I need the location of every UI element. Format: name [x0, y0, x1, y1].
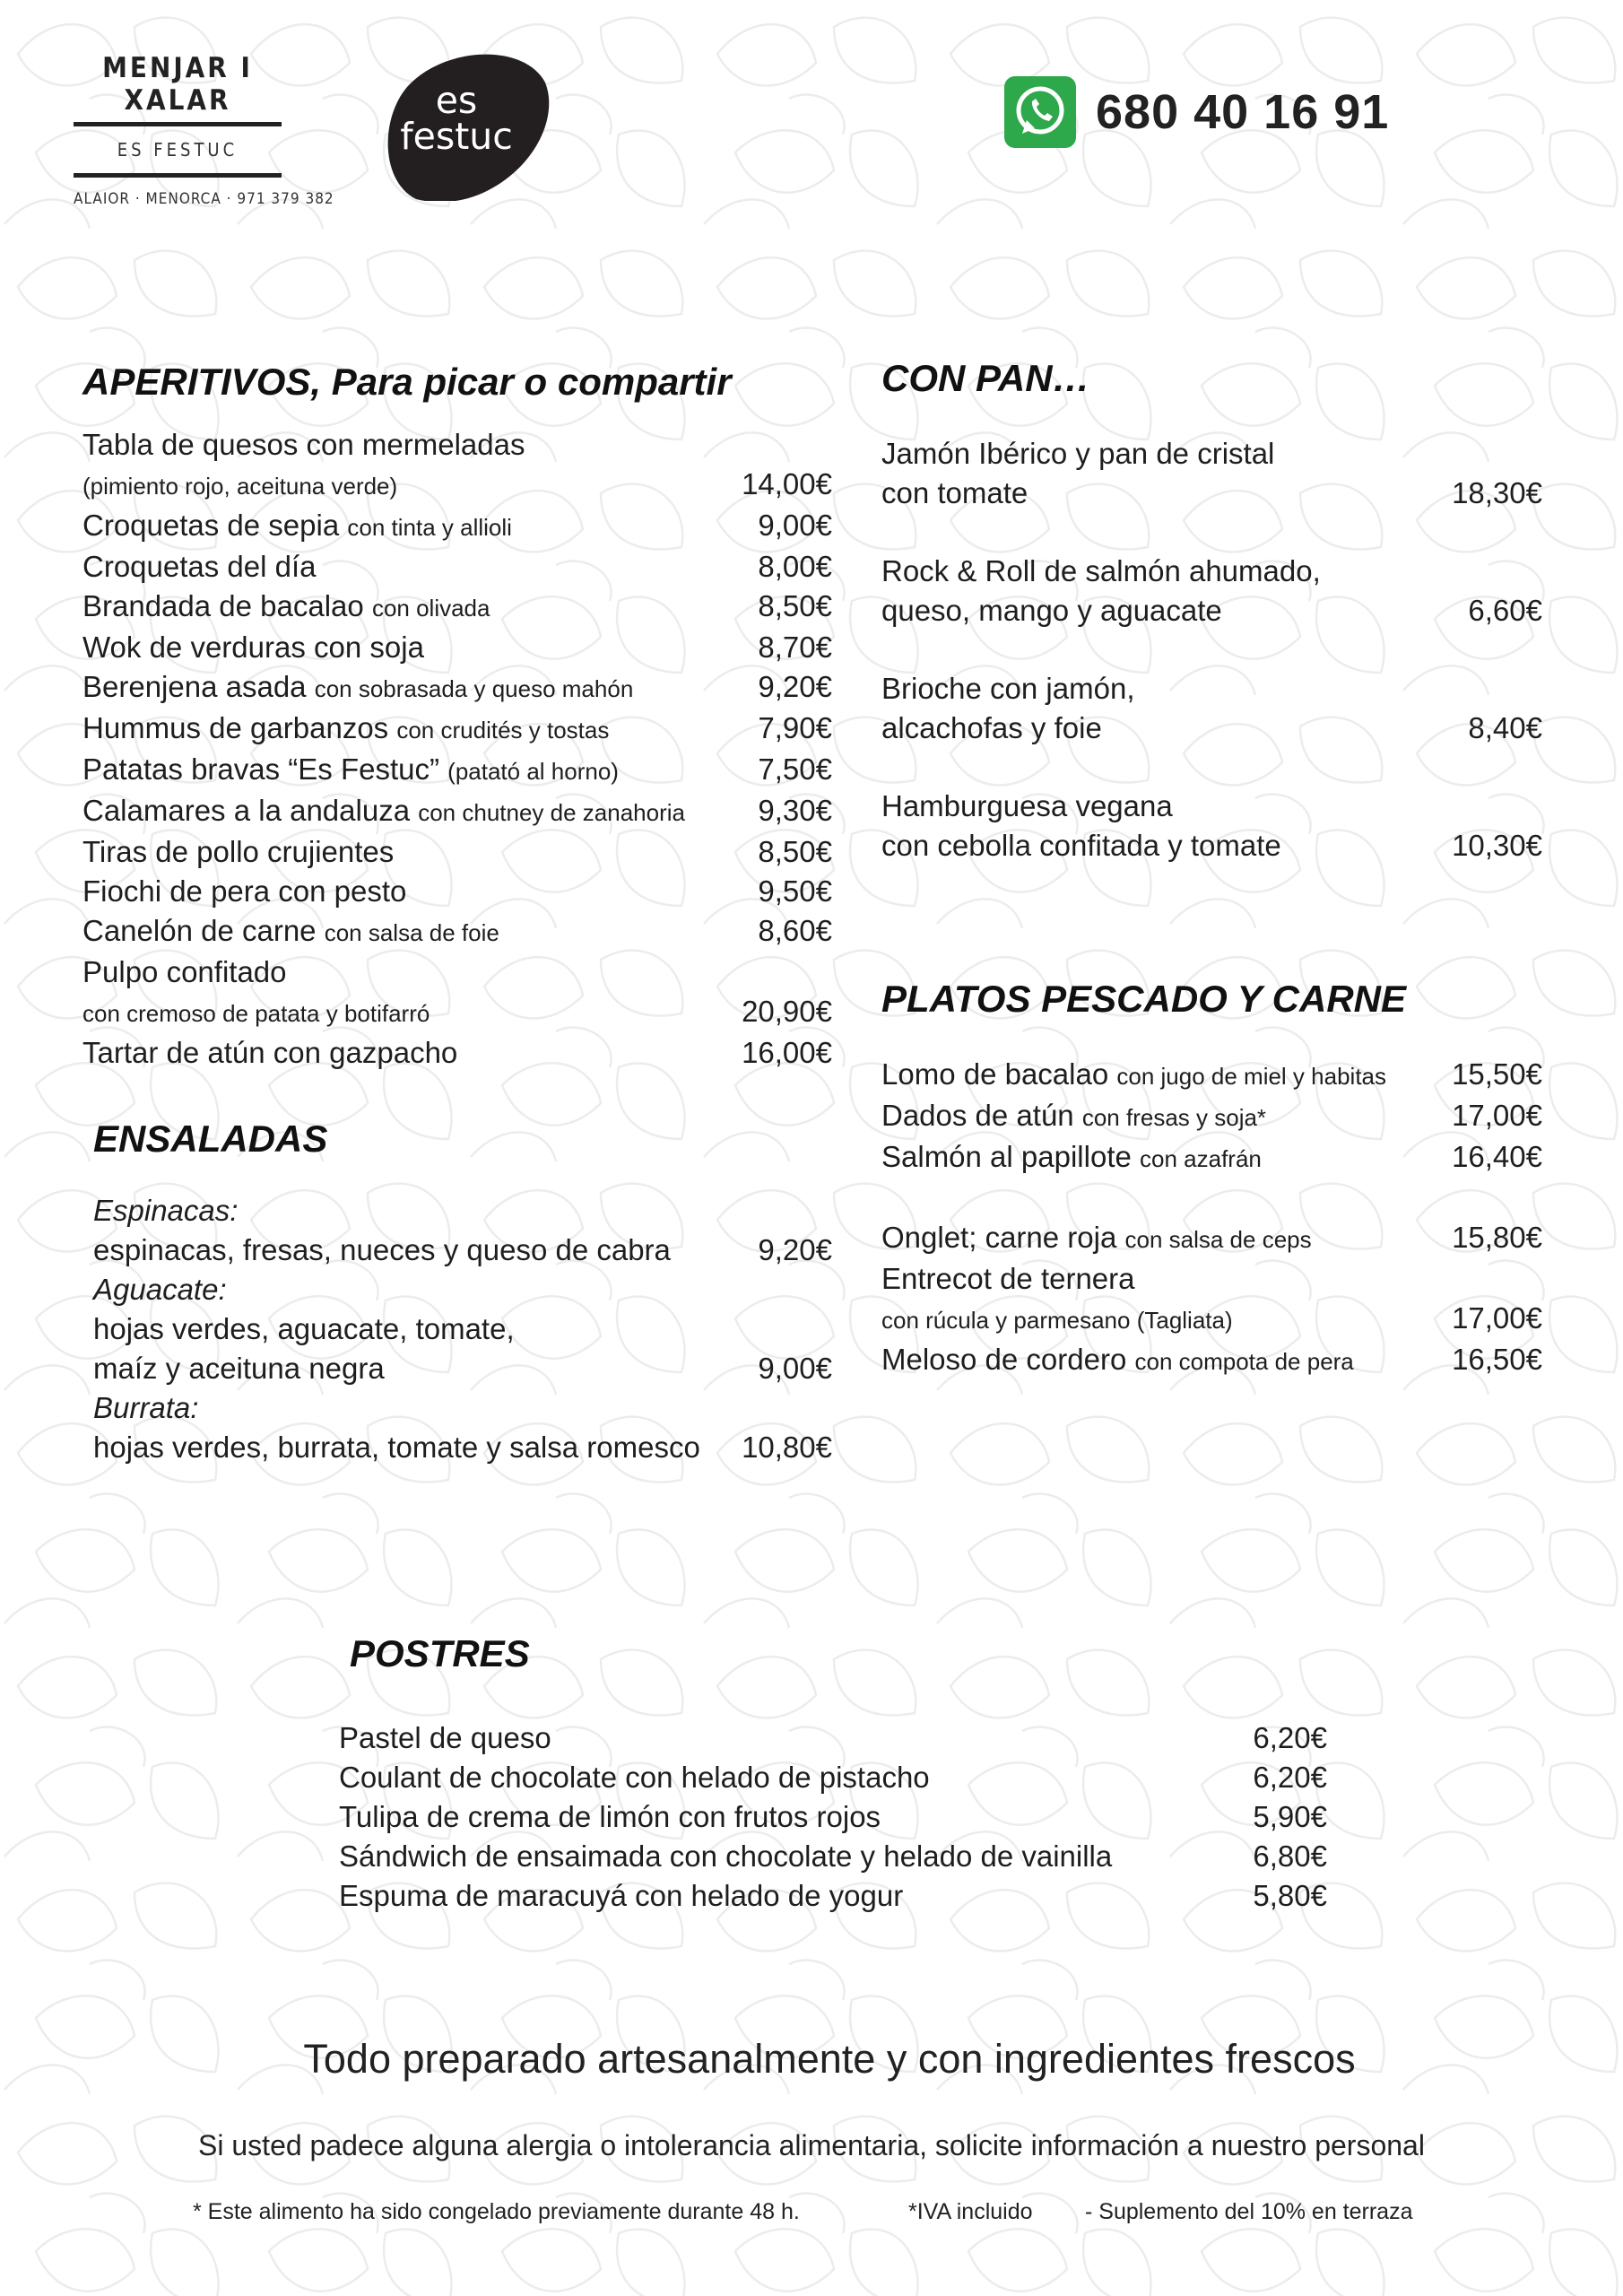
section-title: APERITIVOS, Para picar o compartir [82, 361, 732, 403]
item-description: hojas verdes, aguacate, tomate, [93, 1312, 515, 1345]
item-name: Meloso de cordero [881, 1343, 1127, 1376]
item-name: Salmón al papillote [881, 1140, 1132, 1173]
section-title: CON PAN… [881, 357, 1090, 399]
item-name: Pulpo confitado [82, 955, 287, 988]
footer-tagline: Todo preparado artesanalmente y con ingredientes frescos [303, 2036, 1356, 2082]
item-price: 7,90€ [758, 711, 832, 744]
item-description: con crudités y tostas [396, 717, 610, 744]
item-price: 18,30€ [1452, 476, 1542, 509]
menu-list [881, 434, 1542, 865]
menu-item [881, 474, 1542, 513]
item-name: Tartar de atún con gazpacho [82, 1036, 458, 1069]
item-price: 5,90€ [1253, 1800, 1327, 1833]
item-description: con rúcula y parmesano (Tagliata) [881, 1307, 1233, 1334]
menu-item [82, 547, 832, 587]
section-con-pan [881, 357, 1542, 904]
divider [74, 173, 282, 178]
menu-item [339, 1758, 1327, 1797]
item-description: con jugo de miel y habitas [1116, 1063, 1386, 1090]
item-description: con olivada [371, 595, 490, 622]
item-price: 9,00€ [758, 1352, 832, 1385]
menu-item-block [881, 434, 1542, 513]
item-price: 8,60€ [758, 914, 832, 947]
salad-category: Espinacas: [93, 1194, 239, 1227]
item-price: 5,80€ [1253, 1879, 1327, 1912]
item-price: 6,20€ [1253, 1721, 1327, 1754]
item-description: con azafrán [1140, 1145, 1262, 1172]
menu-item [881, 669, 1542, 709]
item-name: queso, mango y aguacate [881, 594, 1222, 627]
item-price: 10,80€ [742, 1431, 832, 1464]
section-title: PLATOS PESCADO Y CARNE [881, 978, 1407, 1020]
menu-item [82, 832, 832, 872]
menu-list [82, 425, 832, 1073]
logo-word-festuc: festuc [400, 115, 513, 158]
item-name: Espuma de maracuyá con helado de yogur [339, 1879, 904, 1912]
menu-item [82, 506, 832, 547]
item-name: Brioche con jamón, [881, 672, 1135, 705]
menu-item [881, 709, 1542, 748]
menu-item [93, 1309, 832, 1349]
brand-title: MENJAR I XALAR [102, 52, 253, 117]
item-price: 8,50€ [758, 835, 832, 868]
item-price: 20,90€ [742, 995, 832, 1028]
frozen-note: * Este alimento ha sido congelado previamente durante 48 h. [193, 2199, 800, 2224]
item-description: con sobrasada y queso mahón [314, 675, 634, 702]
item-name: alcachofas y foie [881, 711, 1102, 744]
menu-item [881, 1259, 1542, 1299]
item-name: Calamares a la andaluza [82, 794, 411, 827]
logo-word-es: es [435, 79, 478, 122]
item-name: Jamón Ibérico y pan de cristal [881, 437, 1275, 470]
item-price: 8,50€ [758, 589, 832, 622]
item-name: Pastel de queso [339, 1721, 551, 1754]
phone-contact [1004, 75, 1389, 149]
item-description: con cremoso de patata y botifarró [82, 1000, 430, 1027]
item-description: (pimiento rojo, aceituna verde) [82, 473, 398, 500]
menu-item [881, 1340, 1542, 1381]
item-price: 16,00€ [742, 1036, 832, 1069]
brand-subtitle: ES FESTUC [117, 139, 239, 161]
item-price: 15,80€ [1452, 1221, 1542, 1254]
item-name: Rock & Roll de salmón ahumado, [881, 554, 1321, 587]
item-price: 9,20€ [758, 670, 832, 703]
menu-item [881, 552, 1542, 591]
item-price: 6,20€ [1253, 1761, 1327, 1794]
menu-item [881, 826, 1542, 865]
item-price: 9,50€ [758, 874, 832, 908]
item-name: Tiras de pollo crujientes [82, 835, 395, 868]
item-price: 8,00€ [758, 550, 832, 583]
item-description: con compota de pera [1134, 1348, 1354, 1375]
section-title: POSTRES [350, 1632, 530, 1674]
menu-item-block [881, 787, 1542, 865]
brand-block [74, 52, 334, 208]
menu-item [82, 709, 832, 750]
item-price: 16,50€ [1452, 1343, 1542, 1376]
menu-item [881, 434, 1542, 474]
item-name: Onglet; carne roja [881, 1221, 1117, 1254]
menu-item [82, 791, 832, 832]
allergy-notice: Si usted padece alguna alergia o intolerancia alimentaria, solicite información a nuestro personal [198, 2129, 1425, 2161]
item-description: maíz y aceituna negra [93, 1352, 385, 1385]
item-name: Sándwich de ensaimada con chocolate y helado de vainilla [339, 1839, 1113, 1873]
item-name: Wok de verduras con soja [82, 631, 424, 664]
item-price: 9,00€ [758, 509, 832, 542]
item-name: Fiochi de pera con pesto [82, 874, 407, 908]
menu-item [82, 872, 832, 911]
menu-item-note [881, 1299, 1542, 1340]
spacer [881, 1178, 1542, 1218]
menu-item [881, 1137, 1542, 1178]
section-postres [339, 1632, 1327, 1916]
menu-item [93, 1231, 832, 1270]
menu-item [339, 1837, 1327, 1876]
item-description: (patató al horno) [447, 758, 619, 785]
iva-note: *IVA incluido [908, 2199, 1033, 2224]
menu-item [82, 628, 832, 667]
menu-list [339, 1718, 1327, 1916]
menu-item [881, 1218, 1542, 1259]
item-name: Berenjena asada [82, 670, 307, 703]
item-price: 7,50€ [758, 752, 832, 786]
item-name: Brandada de bacalao [82, 589, 364, 622]
item-price: 10,30€ [1452, 829, 1542, 862]
menu-item-note [82, 992, 832, 1033]
item-price: 6,60€ [1468, 594, 1542, 627]
whatsapp-icon [1004, 76, 1076, 148]
menu-item [82, 587, 832, 628]
divider [74, 122, 282, 126]
item-name: Canelón de carne [82, 914, 317, 947]
menu-item [82, 750, 832, 791]
item-price: 16,40€ [1452, 1140, 1542, 1173]
section-title: ENSALADAS [93, 1118, 328, 1160]
item-name: Tulipa de crema de limón con frutos rojos [339, 1800, 881, 1833]
item-price: 9,20€ [758, 1233, 832, 1266]
menu-item [82, 425, 832, 465]
item-price: 8,70€ [758, 631, 832, 664]
item-price: 17,00€ [1452, 1301, 1542, 1335]
item-name: Croquetas de sepia [82, 509, 340, 542]
menu-item [82, 1033, 832, 1073]
section-ensaladas [93, 1118, 832, 1467]
menu-item [881, 591, 1542, 631]
terraza-note: - Suplemento del 10% en terraza [1085, 2199, 1413, 2224]
item-name: Entrecot de ternera [881, 1262, 1135, 1295]
item-name: Hamburguesa vegana [881, 789, 1173, 822]
item-price: 8,40€ [1468, 711, 1542, 744]
es-festuc-logo [380, 47, 551, 201]
phone-number[interactable]: 680 40 16 91 [1096, 85, 1390, 139]
brand-address: ALAIOR · MENORCA · 971 379 382 [74, 190, 334, 208]
item-name: Coulant de chocolate con helado de pistacho [339, 1761, 930, 1794]
item-price: 17,00€ [1452, 1099, 1542, 1132]
item-description: con salsa de ceps [1124, 1226, 1312, 1253]
item-name: con tomate [881, 476, 1028, 509]
logo-text [380, 79, 533, 158]
menu-item [82, 952, 832, 992]
item-name: Tabla de quesos con mermeladas [82, 428, 525, 461]
menu-item-block [881, 669, 1542, 748]
item-name: Croquetas del día [82, 550, 317, 583]
menu-item [93, 1428, 832, 1467]
menu-item [339, 1718, 1327, 1758]
item-price: 6,80€ [1253, 1839, 1327, 1873]
menu-list [881, 1055, 1542, 1381]
item-description: con tinta y allioli [347, 514, 512, 541]
item-price: 15,50€ [1452, 1057, 1542, 1091]
menu-item [82, 667, 832, 709]
item-description: con fresas y soja* [1081, 1104, 1267, 1131]
menu-item [339, 1797, 1327, 1837]
item-description: con chutney de zanahoria [418, 799, 685, 826]
menu-item [339, 1876, 1327, 1916]
salad-category: Aguacate: [93, 1273, 227, 1306]
item-name: Hummus de garbanzos [82, 711, 389, 744]
menu-item [93, 1349, 832, 1388]
menu-item [881, 1055, 1542, 1096]
menu-item [881, 787, 1542, 826]
section-aperitivos [82, 361, 832, 1073]
item-price: 14,00€ [742, 467, 832, 500]
item-name: con cebolla confitada y tomate [881, 829, 1281, 862]
salad-category: Burrata: [93, 1391, 199, 1424]
menu-item [881, 1096, 1542, 1137]
menu-item-block [881, 552, 1542, 631]
item-name: Patatas bravas “Es Festuc” [82, 752, 439, 786]
item-description: espinacas, fresas, nueces y queso de cabra [93, 1233, 671, 1266]
item-price: 9,30€ [758, 794, 832, 827]
item-name: Lomo de bacalao [881, 1057, 1109, 1091]
item-description: con salsa de foie [324, 919, 499, 946]
item-description: hojas verdes, burrata, tomate y salsa romesco [93, 1431, 700, 1464]
menu-item [82, 911, 832, 952]
item-name: Dados de atún [881, 1099, 1074, 1132]
menu-list [93, 1191, 832, 1467]
menu-item-note [82, 465, 832, 506]
section-platos-pescado-carne [881, 978, 1542, 1381]
